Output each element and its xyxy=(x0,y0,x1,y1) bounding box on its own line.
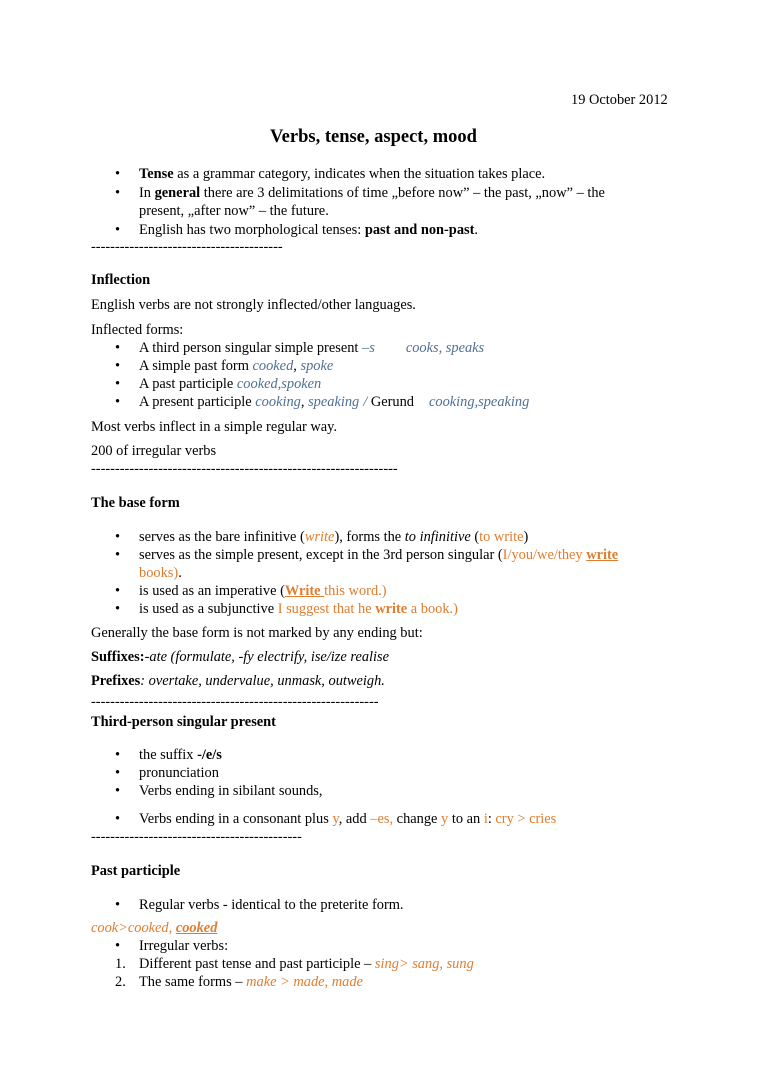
bullet-icon: • xyxy=(115,376,121,392)
list-item: the suffix -/e/s xyxy=(139,747,222,763)
example-line: cook>cooked, cooked xyxy=(91,920,218,936)
bullet-icon: • xyxy=(115,765,121,781)
list-item: serves as the bare infinitive (write), forms the to infinitive (to write) xyxy=(139,529,529,545)
bullet-icon: • xyxy=(115,394,121,410)
document-title: Verbs, tense, aspect, mood xyxy=(270,127,477,147)
section-heading-past-participle: Past participle xyxy=(91,863,181,879)
bullet-icon: • xyxy=(115,583,121,599)
bullet-icon: • xyxy=(115,938,121,954)
separator-line: ---------------------------------------------------------------- xyxy=(91,461,398,477)
prefixes-line: Prefixes: overtake, undervalue, unmask, outweigh. xyxy=(91,673,385,689)
list-item: Verbs ending in a consonant plus y, add –es, change y to an i: cry > cries xyxy=(139,811,557,827)
bullet-icon: • xyxy=(115,185,121,201)
bullet-icon: • xyxy=(115,897,121,913)
separator-line: ---------------------------------------- xyxy=(91,239,283,255)
suffixes-line: Suffixes:-ate (formulate, -fy electrify, ise/ize realise xyxy=(91,649,390,665)
paragraph: English verbs are not strongly inflected/other languages. xyxy=(91,297,416,313)
bullet-icon: • xyxy=(115,601,121,617)
list-item: is used as a subjunctive I suggest that he write a book.) xyxy=(139,601,458,617)
list-item: Verbs ending in sibilant sounds, xyxy=(139,783,323,799)
paragraph: Generally the base form is not marked by any ending but: xyxy=(91,625,423,641)
bullet-icon: • xyxy=(115,783,121,799)
list-item: In general there are 3 delimitations of time „before now” – the past, „now” – the xyxy=(139,185,605,201)
list-item: Irregular verbs: xyxy=(139,938,229,954)
list-item: A third person singular simple present –s cooks, speaks xyxy=(139,340,485,356)
separator-line: -------------------------------------------- xyxy=(91,829,302,845)
bullet-icon: • xyxy=(115,166,121,182)
document-date: 19 October 2012 xyxy=(571,92,668,108)
list-item: A simple past form cooked, spoke xyxy=(139,358,334,374)
paragraph: 200 of irregular verbs xyxy=(91,443,217,459)
list-number: 1. xyxy=(115,956,126,972)
bullet-icon: • xyxy=(115,547,121,563)
bullet-icon: • xyxy=(115,222,121,238)
bullet-icon: • xyxy=(115,747,121,763)
list-item: Regular verbs - identical to the preterite form. xyxy=(139,897,404,913)
section-heading-inflection: Inflection xyxy=(91,272,151,288)
section-heading-third-person: Third-person singular present xyxy=(91,714,276,730)
list-item: English has two morphological tenses: past and non-past. xyxy=(139,222,479,238)
list-item-continuation: present, „after now” – the future. xyxy=(139,203,329,219)
list-item: A present participle cooking, speaking / Gerund cooking,speaking xyxy=(139,394,530,410)
bullet-icon: • xyxy=(115,811,121,827)
paragraph: Most verbs inflect in a simple regular way. xyxy=(91,419,338,435)
list-number: 2. xyxy=(115,974,126,990)
section-heading-base-form: The base form xyxy=(91,495,180,511)
separator-line: ------------------------------------------------------------ xyxy=(91,694,379,710)
list-item: serves as the simple present, except in the 3rd person singular (I/you/we/they write xyxy=(139,547,619,563)
list-item-continuation: books). xyxy=(139,565,182,581)
list-item: Tense as a grammar category, indicates when the situation takes place. xyxy=(139,166,546,182)
list-item: pronunciation xyxy=(139,765,219,781)
bullet-icon: • xyxy=(115,529,121,545)
list-item: is used as an imperative (Write this word.) xyxy=(139,583,387,599)
bullet-icon: • xyxy=(115,358,121,374)
bullet-icon: • xyxy=(115,340,121,356)
list-item: A past participle cooked,spoken xyxy=(139,376,322,392)
paragraph: Inflected forms: xyxy=(91,322,184,338)
numbered-item: Different past tense and past participle – sing> sang, sung xyxy=(139,956,474,972)
numbered-item: The same forms – make > made, made xyxy=(139,974,363,990)
